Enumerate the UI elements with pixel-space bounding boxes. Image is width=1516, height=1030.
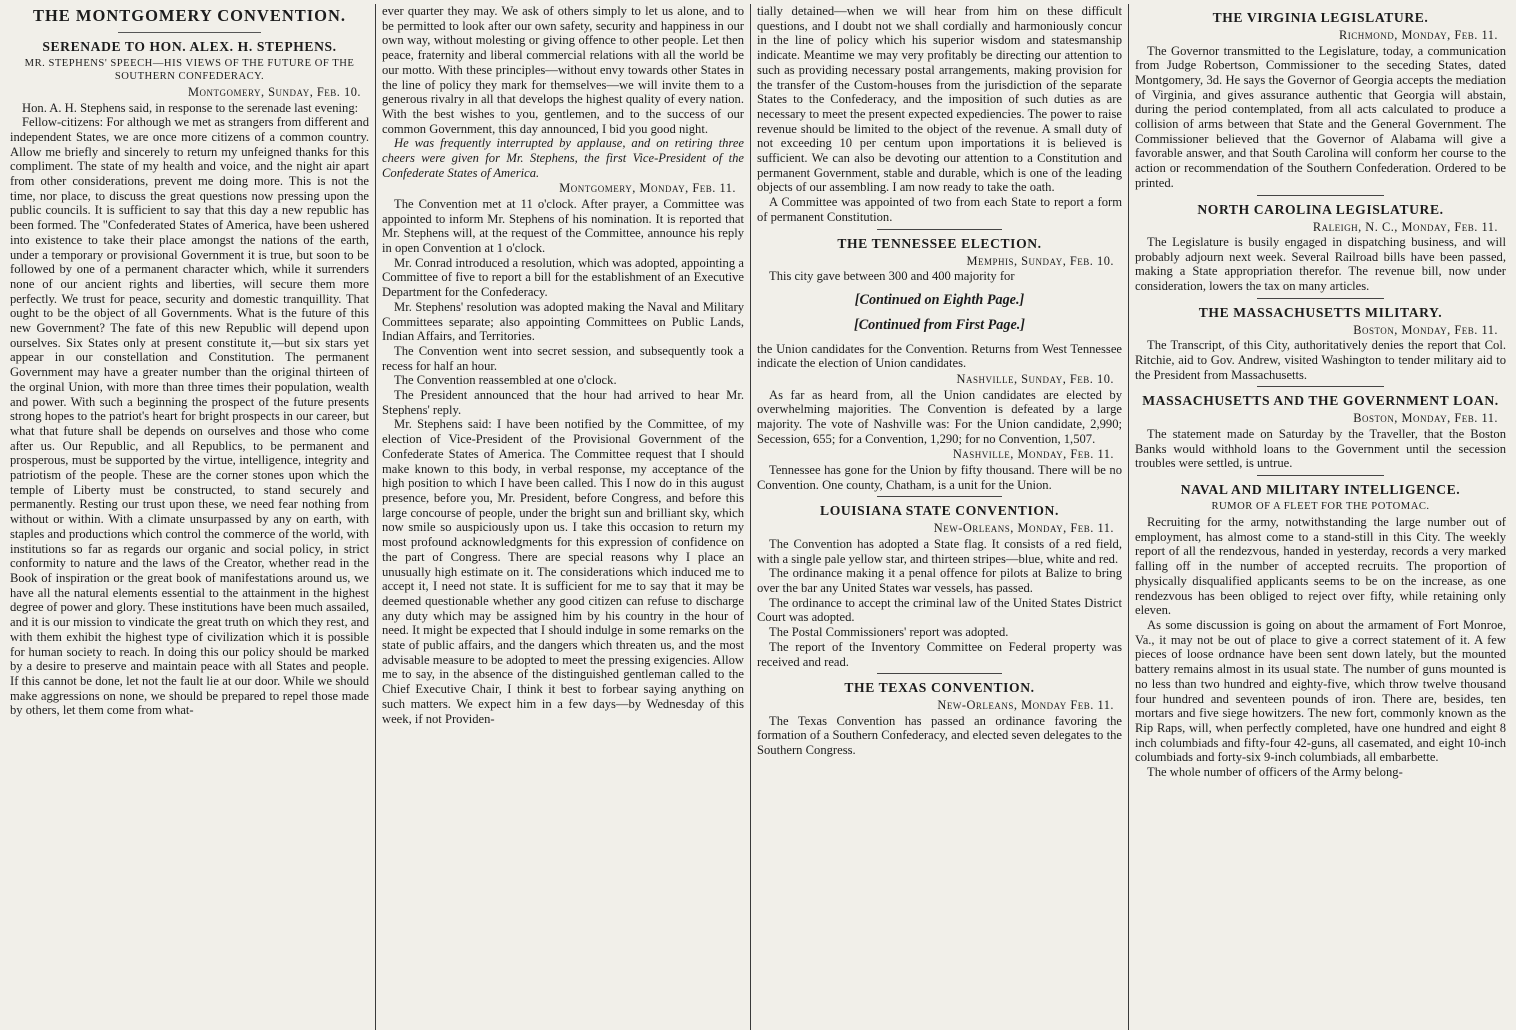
paragraph: ever quarter they may. We ask of others simply to let us alone, and to be permitted to look after our own safety, security and happiness in our own way, without molesting or giving offence to other people. Let then peace, fraternity and liberal commercial relations with all the world be our motto. With these principles—without envy towards other States in the line of policy they mark for themselves—we will invite them to a generous rivalry in all that develops the highest quality of every nation. With the best wishes to you, gentlemen, and to the success of our common Government, this day announced, I bid you good night.	[382, 4, 744, 136]
headline-texas: THE TEXAS CONVENTION.	[844, 680, 1035, 696]
headline-north-carolina: NORTH CAROLINA LEGISLATURE.	[1197, 201, 1444, 217]
paragraph: The Legislature is busily engaged in dispatching business, and will probably adjourn next week. Several Railroad bills have been passed, making a State appropriation therefor. The revenue bill, now under consideration, lowers the tax on many articles.	[1135, 235, 1506, 294]
continued-note: [Continued on Eighth Page.]	[854, 291, 1025, 308]
paragraph: tially detained—when we will hear from him on these difficult questions, and I doubt not we shall cordially and harmoniously concur in the line of policy which his superior wisdom and statesmanship indicate. Meantime we may very profitably be directing our attention to such as providing necessary postal arrangements, making provision for the transfer of the Custom-houses from the jurisdiction of the separate States to the Confederacy, and the imposition of such duties as are necessary to meet the present expected expediencies. The power to raise revenue should be limited to the object of the revenue. A small duty of not exceeding 10 per centum upon importations it is believed is sufficient. We can also be devoting our attention to a Constitution and permanent Government, stable and durable, which is one of the leading objects of our assembling. I am now ready to take the oath.	[757, 4, 1122, 195]
continued-note: [Continued from First Page.]	[853, 316, 1026, 333]
paragraph: The statement made on Saturday by the Traveller, that the Boston Banks would withhold loans to the Government until the secession troubles were settled, is untrue.	[1135, 426, 1506, 471]
dateline: New-Orleans, Monday Feb. 11.	[937, 698, 1114, 713]
column-1	[4, 4, 376, 1030]
dateline: Raleigh, N. C., Monday, Feb. 11.	[1312, 219, 1498, 234]
headline-virginia: THE VIRGINIA LEGISLATURE.	[1212, 10, 1429, 25]
divider	[1257, 298, 1383, 299]
dateline: Memphis, Sunday, Feb. 10.	[966, 253, 1114, 268]
masthead-title: THE MONTGOMERY CONVENTION.	[32, 6, 347, 25]
subheadline-speech: MR. STEPHENS' SPEECH—HIS VIEWS OF THE FUTURE OF THE SOUTHERN CONFEDERACY.	[24, 58, 355, 82]
subheadline-fleet-rumor: RUMOR OF A FLEET FOR THE POTOMAC.	[1211, 501, 1430, 513]
paragraph: Tennessee has gone for the Union by fifty thousand. There will be no Convention. One county, Chatham, is a unit for the Union.	[757, 462, 1122, 492]
column-3	[751, 4, 1129, 1030]
paragraph: The Postal Commissioners' report was adopted.	[769, 625, 1009, 640]
paragraph: The Convention reassembled at one o'clock.	[394, 373, 617, 388]
divider	[1257, 195, 1383, 196]
headline-naval-military: NAVAL AND MILITARY INTELLIGENCE.	[1180, 482, 1461, 498]
divider	[1257, 386, 1383, 387]
column-4	[1129, 4, 1512, 1030]
paragraph: The ordinance making it a penal offence for pilots at Balize to bring over the bar any United States war vessels, has passed.	[757, 566, 1122, 595]
paragraph: Mr. Conrad introduced a resolution, which was adopted, appointing a Committee of five to report a bill for the establishment of an Executive Department for the Confederacy.	[382, 255, 744, 300]
column-2	[376, 4, 751, 1030]
divider	[877, 673, 1001, 674]
paragraph: The ordinance to accept the criminal law of the United States District Court was adopted.	[757, 595, 1122, 625]
divider	[877, 496, 1001, 497]
paragraph: The Governor transmitted to the Legislature, today, a communication from Judge Robertson, Commissioner to the seceding States, dated Montgomery, 3d. He says the Governor of Georgia accepts the mediation of Virginia, and gives assurance authentic that Georgia will abstain, during the period contemplated, from all acts calculated to produce a collision of arms between that State and the General Government. The Commissioner believed that the Governor of Alabama will give a favorable answer, and that South Carolina will conform her course to the action or recommendation of the Southern Confederation. Ordered to be printed.	[1135, 43, 1506, 190]
headline-serenade: SERENADE TO HON. ALEX. H. STEPHENS.	[42, 39, 337, 54]
dateline: Boston, Monday, Feb. 11.	[1353, 411, 1498, 426]
paragraph: The report of the Inventory Committee on Federal property was received and read.	[757, 639, 1122, 669]
dateline: Nashville, Sunday, Feb. 10.	[956, 372, 1114, 387]
divider	[118, 32, 262, 33]
paragraph: Mr. Stephens said: I have been notified by the Committee, of my election of Vice-President of the Provisional Government of the Confederate States of America. The Committee request that I should make known to this body, in verbal response, my acceptance of the high position to which I have been called. This I now do in this august presence, before you, Mr. President, before Congress, and before this large concourse of people, under the bright sun and brilliant sky, which now smile so auspiciously upon us. I take this occasion to return my most profound acknowledgments for this expression of confidence on the part of Congress. There are special reasons why I place an unusually high estimate on it. The considerations which induced me to accept it, I need not state. It is sufficient for me to say that it may be deemed questionable whether any good citizen can refuse to discharge any duty which may be assigned him by his country in the hour of need. It might be expected that I should indulge in some remarks on the state of public affairs, and the dangers which threaten us, and the most advisable measure to be adopted to meet the pressing exigencies. Allow me to say, in the absence of the distinguished gentleman called to the Chief Executive Chair, I think it best to forbear saying anything on such matters. We expect him in a few days—by Wednesday of this week, if not Providen-	[382, 417, 744, 726]
paragraph: the Union candidates for the Convention. Returns from West Tennessee indicate the election of Union candidates.	[757, 341, 1122, 371]
dateline: Nashville, Monday, Feb. 11.	[952, 447, 1114, 462]
paragraph: This city gave between 300 and 400 majority for	[769, 269, 1015, 284]
dateline: Montgomery, Monday, Feb. 11.	[559, 181, 736, 196]
paragraph: The Convention has adopted a State flag. It consists of a red field, with a single pale yellow star, and thirteen stripes—blue, white and red.	[757, 536, 1122, 566]
headline-massachusetts-military: THE MASSACHUSETTS MILITARY.	[1198, 304, 1443, 320]
headline-tennessee: THE TENNESSEE ELECTION.	[837, 235, 1042, 251]
paragraph: Fellow-citizens: For although we met as strangers from different and independent States, we are once more citizens of a common country. Allow me briefly and sincerely to return my unfeigned thanks for this compliment. The state of my health and voice, and the night air apart from other considerations, prevent me doing more. This is not the time, nor place, to discuss the great questions now pressing upon the public councils. It is sufficient to say that this day a new republic has been formed. The "Confederated States of America, have been ushered into existence to take their place amongst the nations of the earth, under a temporary or provisional Government it is true, but soon to be followed by one of a permanent character which, while it surrenders none of our ancient rights and liberties, will secure them more perfectly. We trust for peace, security and domestic tranquillity. That ought to be the object of all Governments. What is the future of this new Government? The fate of this new Republic will depend upon ourselves. Six States only at present constitute it,—but six stars yet appear in our constellation and Constitution. The permanent Government may have a greater number than the original thirteen of the orginal Union, with more than three times their population, wealth and power. With such a beginning the prospect of the future presents strong hopes to the patriot's heart for bright prospects in our career, but what that future shall be depends on ourselves and those who come after us. Our Republic, and all Republics, to be permanent and prosperous, must be supported by the virtue, intelligence, integrity and patriotism of the people. These are the corner stones upon which the temple of Liberty must be constructed, to stand securely and permanently. Resting our trust upon these, we need fear nothing from without or within. With a climate unsurpassed by any on earth, with staples and productions which control the commerce of the world, with institutions so far as regards our organic and social policy, in strict conformity to nature and the laws of the Creator, whether read in the Book of inspiration or the great book of manifestations around us, we have all the natural elements essential to the attainment in the highest degree of power and glory. These institutions have been much assailed, and it is our mission to vindicate the great truth on which they rest, and with them exhibit the highest type of civilization which it is possible for human society to reach. In doing this our policy should be marked by a desire to preserve and maintain peace with all States and people. If this cannot be done, let not the fault lie at our door. While we should make aggressions on none, we should be prepared to repel those made by others, let them come from what-	[10, 115, 369, 718]
paragraph: A Committee was appointed of two from each State to report a form of permanent Constitution.	[757, 195, 1122, 224]
paragraph: He was frequently interrupted by applause, and on retiring three cheers were given for Mr. Stephens, the first Vice-President of the Confederate States of America.	[382, 136, 744, 180]
paragraph: Hon. A. H. Stephens said, in response to the serenade last evening:	[22, 100, 359, 115]
paragraph: As some discussion is going on about the armament of Fort Monroe, Va., it may not be out of place to give a correct statement of it. A few pieces of loose ordnance have been sent down lately, but the mounted battery remains almost in its usual state. The number of guns mounted is no less than two hundred and eighty-five, which throw twelve thousand four hundred and seventeen pounds of iron. There are, besides, ten mortars and five siege howitzers. The new fort, commonly known as the Rip Raps, will, when perfectly completed, have one hundred and eight 8 inch columbiads and fifty-four 42-guns, all casemated, and eight 10-inch columbiads and forty-six 9-inch columbiads, all embarbette.	[1135, 617, 1506, 765]
dateline: Richmond, Monday, Feb. 11.	[1339, 28, 1498, 42]
divider	[877, 229, 1001, 230]
paragraph: The Texas Convention has passed an ordinance favoring the formation of a Southern Confederacy, and elected seven delegates to the Southern Congress.	[757, 713, 1122, 758]
headline-louisiana: LOUISIANA STATE CONVENTION.	[820, 503, 1059, 519]
dateline: Boston, Monday, Feb. 11.	[1353, 322, 1498, 337]
headline-massachusetts-loan: MASSACHUSETTS AND THE GOVERNMENT LOAN.	[1142, 393, 1499, 409]
paragraph: The President announced that the hour had arrived to hear Mr. Stephens' reply.	[382, 388, 744, 417]
paragraph: Recruiting for the army, notwithstanding the large number out of employment, has almost come to a stand-still in this City. The weekly report of all the rendezvous, handed in yesterday, records a very marked falling off in the number of accepted recruits. The proportion of physically disqualified applicants seems to be on the increase, as one rendezvous has been obliged to reject over fifty, while retaining only eleven.	[1135, 515, 1506, 618]
dateline: Montgomery, Sunday, Feb. 10.	[187, 85, 361, 99]
paragraph: The Convention met at 11 o'clock. After prayer, a Committee was appointed to inform Mr. Stephens of his nomination. It is reported that Mr. Stephens will, at the request of the Committee, announce his reply in open Convention at 1 o'clock.	[382, 196, 744, 256]
paragraph: As far as heard from, all the Union candidates are elected by overwhelming majorities. The Convention is defeated by a large majority. The vote of Nashville was: For the Union candidate, 2,990; Secession, 655; for a Convention, 1,290; for no Convention, 1,507.	[757, 387, 1122, 446]
paragraph: The whole number of officers of the Army belong-	[1147, 765, 1403, 780]
paragraph: Mr. Stephens' resolution was adopted making the Naval and Military Committees separate; also appointing Committees on Public Lands, Indian Affairs, and Territories.	[382, 299, 744, 344]
dateline: New-Orleans, Monday, Feb. 11.	[933, 521, 1114, 536]
paragraph: The Transcript, of this City, authoritatively denies the report that Col. Ritchie, aid to Gov. Andrew, visited Washington to tender military aid to the President from Massachusetts.	[1135, 338, 1506, 382]
paragraph: The Convention went into secret session, and subsequently took a recess for half an hour.	[382, 343, 744, 373]
divider	[1257, 475, 1383, 476]
